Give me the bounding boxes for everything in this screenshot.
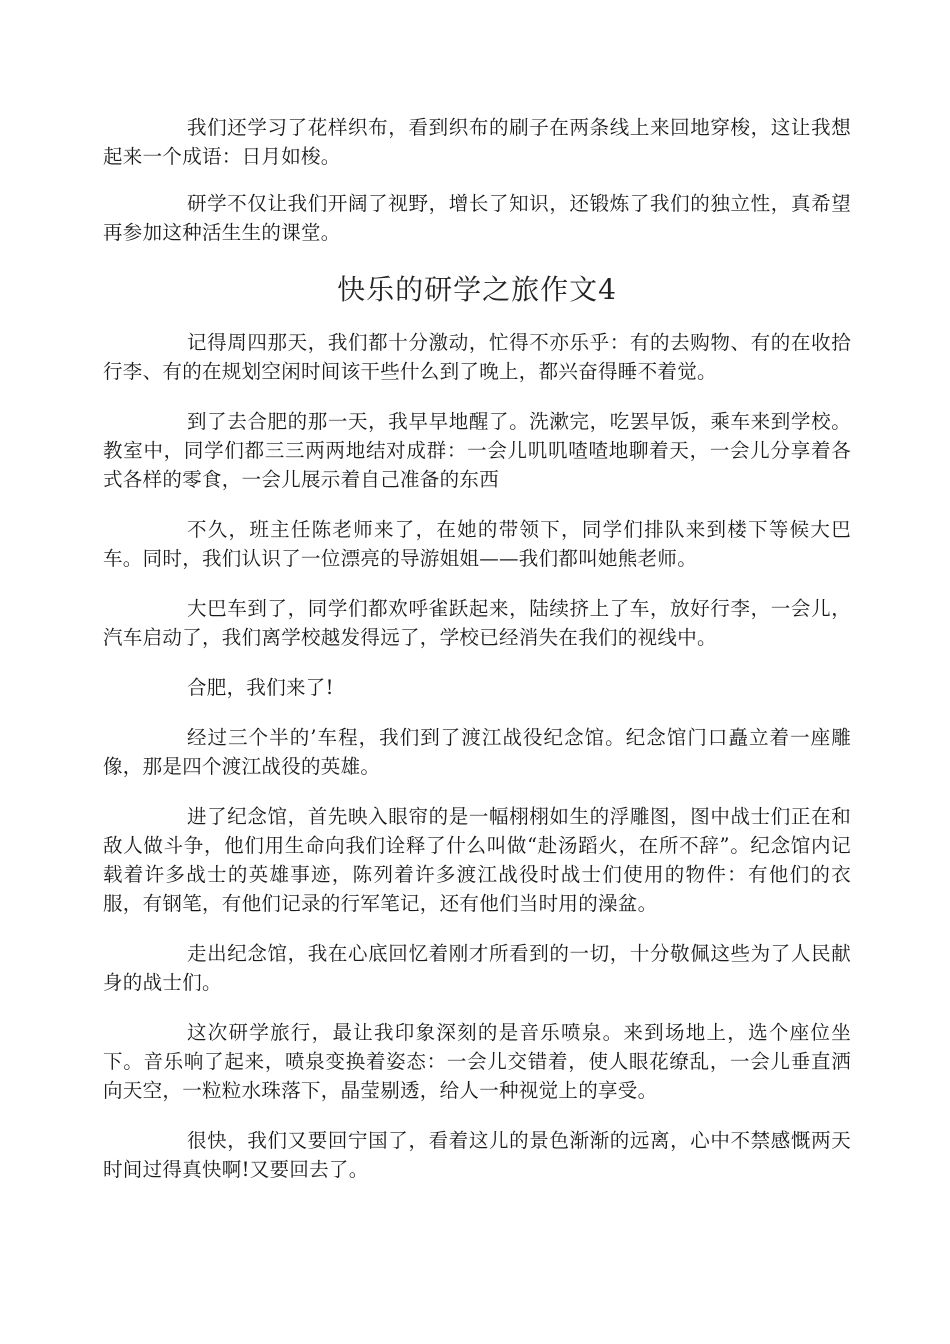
paragraph: 很快，我们又要回宁国了，看着这儿的景色渐渐的远离，心中不禁感慨两天时间过得真快啊!又要回去了。 xyxy=(103,1129,851,1181)
document-body xyxy=(103,113,851,1205)
paragraph: 大巴车到了，同学们都欢呼雀跃起来，陆续挤上了车，放好行李，一会儿，汽车启动了，我们离学校越发得远了，学校已经消失在我们的视线中。 xyxy=(103,597,851,649)
paragraph: 记得周四那天，我们都十分激动，忙得不亦乐乎：有的去购物、有的在收拾行李、有的在规划空闲时间该干些什么到了晚上，都兴奋得睡不着觉。 xyxy=(103,331,851,383)
essay-title: 快乐的研学之旅作文4 xyxy=(337,273,617,306)
paragraph: 合肥，我们来了! xyxy=(187,676,334,699)
intro-paragraph-1: 我们还学习了花样织布，看到织布的刷子在两条线上来回地穿梭，这让我想起来一个成语：日月如梭。 xyxy=(103,116,851,168)
paragraph: 不久，班主任陈老师来了，在她的带领下，同学们排队来到楼下等候大巴车。同时，我们认识了一位漂亮的导游姐姐——我们都叫她熊老师。 xyxy=(103,518,851,570)
paragraph: 这次研学旅行，最让我印象深刻的是音乐喷泉。来到场地上，选个座位坐下。音乐响了起来，喷泉变换着姿态：一会儿交错着，使人眼花缭乱，一会儿垂直洒向天空，一粒粒水珠落下，晶莹剔透，给人一种视觉上的享受。 xyxy=(103,1021,851,1102)
paragraph: 经过三个半的’车程，我们到了渡江战役纪念馆。纪念馆门口矗立着一座雕像，那是四个渡江战役的英雄。 xyxy=(103,726,851,778)
paragraph: 进了纪念馆，首先映入眼帘的是一幅栩栩如生的浮雕图，图中战士们正在和敌人做斗争，他们用生命向我们诠释了什么叫做“赴汤蹈火，在所不辞”。纪念馆内记载着许多战士的英雄事迹，陈列着许多渡江战役时战士们使用的物件：有他们的衣服，有钢笔，有他们记录的行军笔记，还有他们当时用的澡盆。 xyxy=(103,805,851,915)
paragraph: 到了去合肥的那一天，我早早地醒了。洗漱完，吃罢早饭，乘车来到学校。教室中，同学们都三三两两地结对成群：一会儿叽叽喳喳地聊着天，一会儿分享着各式各样的零食，一会儿展示着自己准备的东西 xyxy=(103,410,851,491)
intro-paragraph-2: 研学不仅让我们开阔了视野，增长了知识，还锻炼了我们的独立性，真希望再参加这种活生生的课堂。 xyxy=(103,192,851,244)
paragraph: 走出纪念馆，我在心底回忆着刚才所看到的一切，十分敬佩这些为了人民献身的战士们。 xyxy=(103,942,851,994)
